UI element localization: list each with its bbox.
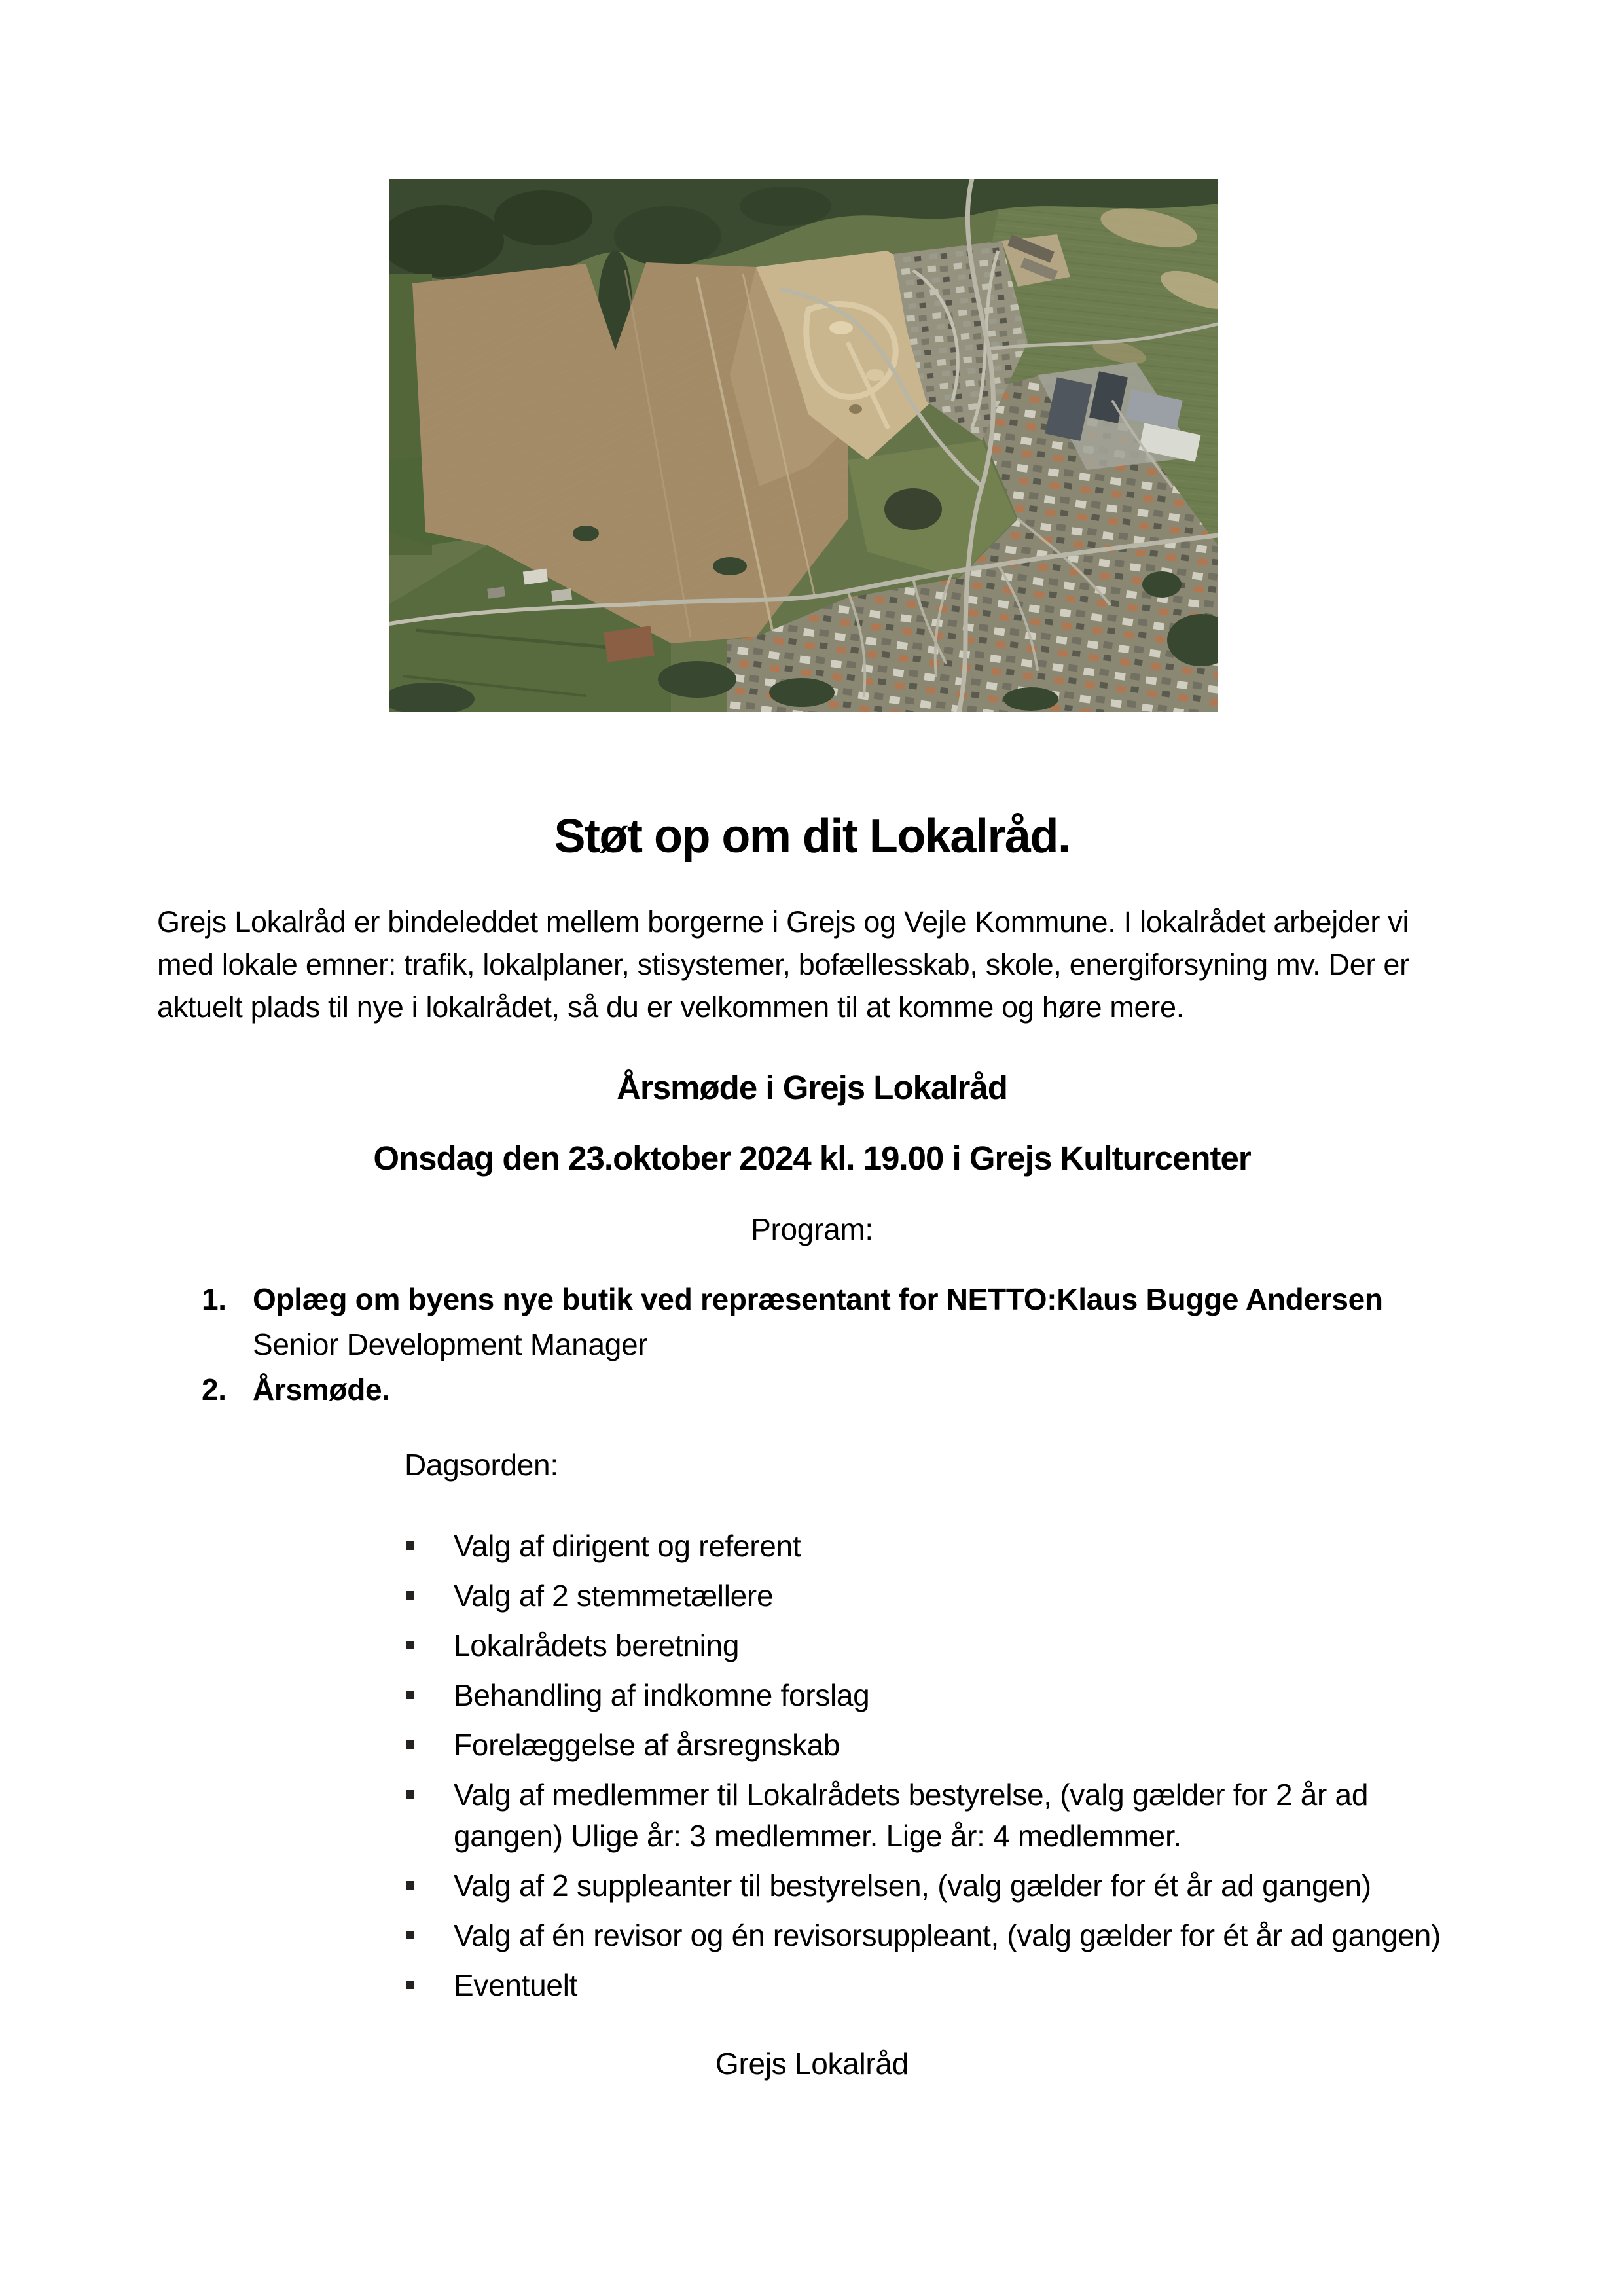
meeting-datetime: Onsdag den 23.oktober 2024 kl. 19.00 i Grejs Kulturcenter: [373, 1139, 1251, 1177]
program-label: Program:: [751, 1212, 873, 1246]
signature: Grejs Lokalråd: [715, 2047, 909, 2081]
agenda-item-text: Valg af medlemmer til Lokalrådets bestyrelse, (valg gælder for 2 år ad gangen) Ulige år: 3 medlemmer. Lige år: 4 medlemmer.: [454, 1778, 1369, 1853]
agenda-item: [405, 1774, 1470, 1857]
meeting-heading: Årsmøde i Grejs Lokalråd: [617, 1069, 1007, 1106]
agenda-item: [405, 1575, 1470, 1617]
square-bullet-icon: [406, 1981, 414, 1989]
agenda-item: [405, 1965, 1470, 2006]
square-bullet-icon: [406, 1691, 414, 1699]
agenda-item-text: Eventuelt: [454, 1968, 578, 2002]
agenda-item-text: Valg af én revisor og én revisorsuppleant, (valg gælder for ét år ad gangen): [454, 1918, 1441, 1952]
page-title: Støt op om dit Lokalråd.: [554, 810, 1070, 863]
agenda-item-text: Valg af dirigent og referent: [454, 1529, 801, 1563]
agenda-item: [405, 1915, 1470, 1956]
aerial-photo-grejs: [389, 179, 1218, 712]
agenda-label: Dagsorden:: [405, 1448, 558, 1482]
agenda-item: [405, 1675, 1470, 1716]
agenda-item-text: Forelæggelse af årsregnskab: [454, 1728, 840, 1762]
program-item-title: Oplæg om byens nye butik ved repræsentant for NETTO:Klaus Bugge Andersen: [253, 1282, 1383, 1316]
program-item-number: 2.: [202, 1372, 226, 1407]
agenda-item: [405, 1625, 1470, 1666]
square-bullet-icon: [406, 1790, 414, 1799]
program-item-subtitle: Senior Development Manager: [253, 1327, 648, 1361]
agenda-item-text: Valg af 2 stemmetællere: [454, 1579, 774, 1613]
agenda-item-text: Behandling af indkomne forslag: [454, 1678, 870, 1712]
program-item: [202, 1277, 1467, 1367]
agenda-item: [405, 1725, 1470, 1766]
square-bullet-icon: [406, 1931, 414, 1939]
square-bullet-icon: [406, 1591, 414, 1600]
program-list: [202, 1277, 1467, 1412]
square-bullet-icon: [406, 1641, 414, 1649]
program-item-title: Årsmøde.: [253, 1372, 390, 1407]
agenda-list: [405, 1526, 1470, 2006]
square-bullet-icon: [406, 1881, 414, 1890]
intro-paragraph: Grejs Lokalråd er bindeleddet mellem borgerne i Grejs og Vejle Kommune. I lokalrådet arbejder vi med lokale emner: trafik, lokalplaner, stisystemer, bofællesskab, skole, energiforsyning mv. Der er aktuelt plads til nye i lokalrådet, så du er velkommen til at komme og høre mere.: [157, 905, 1409, 1024]
agenda-item: [405, 1865, 1470, 1907]
program-item-number: 1.: [202, 1282, 226, 1316]
agenda-item-text: Lokalrådets beretning: [454, 1628, 740, 1662]
agenda-item-text: Valg af 2 suppleanter til bestyrelsen, (valg gælder for ét år ad gangen): [454, 1869, 1371, 1903]
square-bullet-icon: [406, 1541, 414, 1550]
program-item: [202, 1367, 1467, 1412]
agenda-item: [405, 1526, 1470, 1567]
square-bullet-icon: [406, 1740, 414, 1749]
